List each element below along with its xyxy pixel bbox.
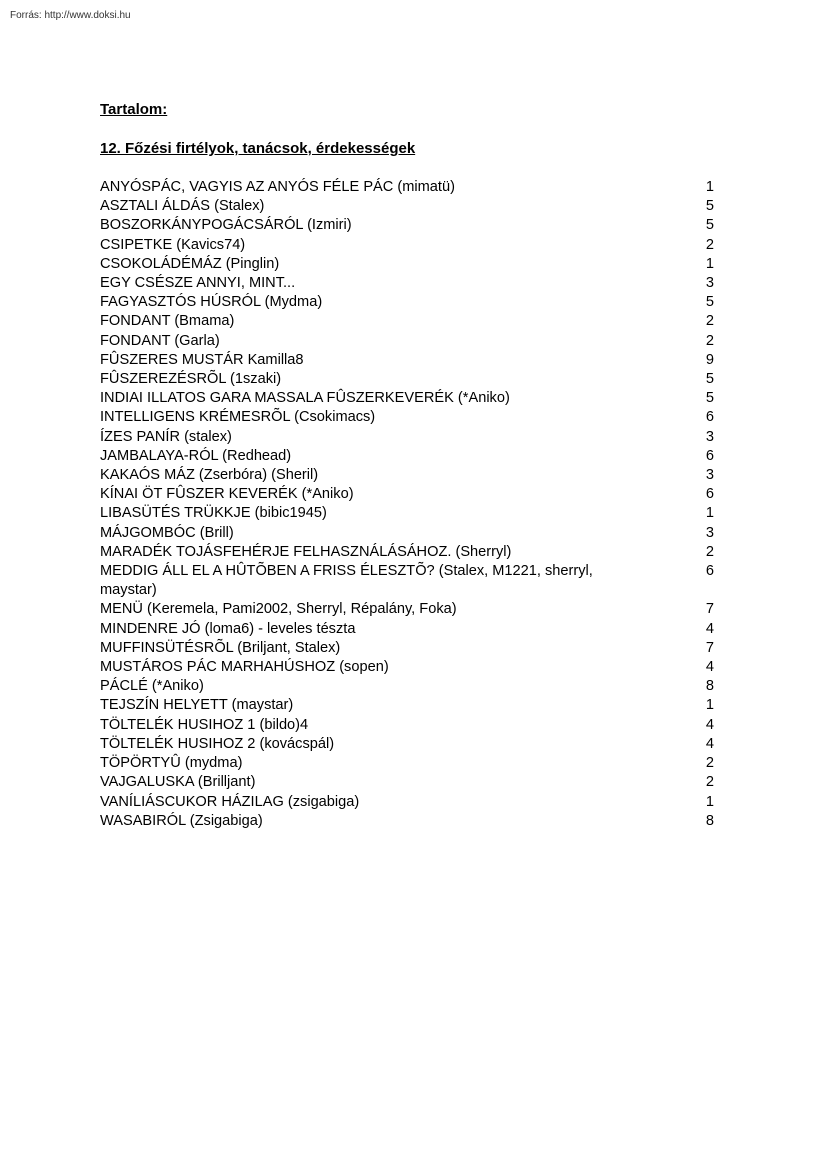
toc-entry (100, 658, 714, 677)
toc-entry-title: EGY CSÉSZE ANNYI, MINT... (100, 275, 296, 292)
toc-entry-page: 1 (705, 793, 714, 810)
toc-entry (100, 428, 714, 447)
toc-entry-title: TÖLTELÉK HUSIHOZ 1 (bildo)4 (100, 716, 309, 733)
toc-entry-page: 5 (705, 371, 714, 388)
toc-entry (100, 812, 714, 831)
toc-entry-title: INTELLIGENS KRÉMESRÕL (Csokimacs) (100, 409, 376, 426)
source-note: Forrás: http://www.doksi.hu (10, 10, 131, 21)
toc-entry-page: 8 (705, 812, 714, 829)
toc-entry (100, 485, 714, 504)
toc-entry (100, 600, 714, 619)
toc-entry-page: 3 (705, 524, 714, 541)
toc-entry-page: 5 (705, 294, 714, 311)
toc-title: Tartalom: (100, 101, 168, 118)
toc-entry-page: 4 (705, 716, 714, 733)
toc-entry (100, 178, 714, 197)
toc-entry-title: KÍNAI ÖT FÛSZER KEVERÉK (*Aniko) (100, 486, 354, 503)
toc-entry-page: 8 (705, 678, 714, 695)
toc-entry-page: 6 (705, 486, 714, 503)
toc-entry-title: TÖLTELÉK HUSIHOZ 2 (kovácspál) (100, 735, 335, 752)
toc-entry (100, 274, 714, 293)
toc-entry (100, 293, 714, 312)
toc-entry (100, 236, 714, 255)
toc-entry-page: 7 (705, 639, 714, 656)
toc-entry-page: 2 (705, 755, 714, 772)
toc-entry-page: 2 (705, 774, 714, 791)
toc-entry-title: FONDANT (Garla) (100, 332, 220, 349)
toc-entry (100, 197, 714, 216)
toc-entry-title: PÁCLÉ (*Aniko) (100, 678, 204, 695)
toc-entry (100, 793, 714, 812)
section-heading: 12. Főzési firtélyok, tanácsok, érdekességek (100, 140, 416, 157)
toc-entry (100, 255, 714, 274)
toc-entry-title: FONDANT (Bmama) (100, 313, 235, 330)
toc-entry-title: LIBASÜTÉS TRÜKKJE (bibic1945) (100, 505, 327, 522)
toc-entry (100, 696, 714, 715)
toc-entry (100, 389, 714, 408)
toc-entry-title: ASZTALI ÁLDÁS (Stalex) (100, 198, 265, 215)
toc-entry-title: MEDDIG ÁLL EL A HÛTÕBEN A FRISS ÉLESZTÕ? (Stalex, M1221, sherryl, maystar) (100, 563, 593, 599)
document-body (100, 100, 714, 831)
toc-entry (100, 216, 714, 235)
toc-entry-title: MARADÉK TOJÁSFEHÉRJE FELHASZNÁLÁSÁHOZ. (Sherryl) (100, 543, 512, 560)
toc-entry-page: 1 (705, 179, 714, 195)
toc-entry-title: FÛSZERES MUSTÁR Kamilla8 (100, 351, 304, 368)
toc-entry-page: 6 (705, 563, 714, 580)
toc-entry-page: 3 (705, 428, 714, 445)
toc-entry (100, 773, 714, 792)
toc-entry-page: 5 (705, 198, 714, 215)
toc-entry-page: 4 (705, 659, 714, 676)
toc-entry (100, 639, 714, 658)
toc-entry-page: 5 (705, 217, 714, 234)
toc-entry (100, 716, 714, 735)
toc-entry-page: 5 (705, 390, 714, 407)
toc-entry (100, 620, 714, 639)
toc-entry-title: MÁJGOMBÓC (Brill) (100, 524, 234, 541)
toc-entry-title: ÍZES PANÍR (stalex) (100, 428, 232, 445)
toc-entry-title: FAGYASZTÓS HÚSRÓL (Mydma) (100, 294, 323, 311)
toc-entry (100, 332, 714, 351)
toc-entry-title: TEJSZÍN HELYETT (maystar) (100, 697, 294, 714)
toc-entry-page: 3 (705, 467, 714, 484)
toc-entry-page: 9 (705, 351, 714, 368)
toc-entry (100, 466, 714, 485)
toc-entry-page: 4 (705, 620, 714, 637)
toc-entry (100, 312, 714, 331)
toc-entry-page: 1 (705, 697, 714, 714)
toc-entry (100, 562, 714, 600)
toc-entry-title: BOSZORKÁNYPOGÁCSÁRÓL (Izmiri) (100, 217, 352, 234)
toc-entry-page: 4 (705, 735, 714, 752)
toc-entry-page: 3 (705, 275, 714, 292)
toc-entry (100, 543, 714, 562)
toc-entry (100, 447, 714, 466)
toc-entry-title: MENÜ (Keremela, Pami2002, Sherryl, Répalány, Foka) (100, 601, 457, 618)
toc-entry-page: 6 (705, 447, 714, 464)
toc-entry (100, 754, 714, 773)
toc-entry (100, 677, 714, 696)
toc-entry-title: CSIPETKE (Kavics74) (100, 236, 246, 253)
toc-entry-page: 1 (705, 255, 714, 272)
toc-entry-title: TÖPÖRTYÛ (mydma) (100, 755, 243, 772)
toc-entry (100, 524, 714, 543)
toc-entry (100, 735, 714, 754)
toc-entry-title: VAJGALUSKA (Brilljant) (100, 774, 256, 791)
toc-entry-title: KAKAÓS MÁZ (Zserbóra) (Sheril) (100, 467, 319, 484)
toc-entry (100, 351, 714, 370)
toc-entry-title: INDIAI ILLATOS GARA MASSALA FÛSZERKEVERÉK (*Aniko) (100, 390, 510, 407)
toc-entry-title: MUSTÁROS PÁC MARHAHÚSHOZ (sopen) (100, 659, 389, 676)
toc-entry-page: 1 (705, 505, 714, 522)
toc-entry-page: 7 (705, 601, 714, 618)
toc-entry-title: CSOKOLÁDÉMÁZ (Pinglin) (100, 255, 280, 272)
toc-entry-title: WASABIRÓL (Zsigabiga) (100, 812, 263, 829)
toc-entry-page: 6 (705, 409, 714, 426)
toc-entry-page: 2 (705, 332, 714, 349)
toc-entry-title: VANÍLIÁSCUKOR HÁZILAG (zsigabiga) (100, 793, 360, 810)
toc-entry-title: JAMBALAYA-RÓL (Redhead) (100, 447, 292, 464)
toc-entry-page: 2 (705, 313, 714, 330)
toc-list (100, 178, 714, 831)
toc-entry-page: 2 (705, 543, 714, 560)
toc-entry-page: 2 (705, 236, 714, 253)
toc-entry-title: MINDENRE JÓ (loma6) - leveles tészta (100, 620, 356, 637)
toc-entry-title: MUFFINSÜTÉSRÕL (Briljant, Stalex) (100, 639, 341, 656)
toc-entry (100, 408, 714, 427)
toc-entry (100, 504, 714, 523)
toc-entry-title: ANYÓSPÁC, VAGYIS AZ ANYÓS FÉLE PÁC (mimatü) (100, 179, 455, 195)
toc-entry-title: FÛSZEREZÉSRÕL (1szaki) (100, 371, 282, 388)
toc-entry (100, 370, 714, 389)
